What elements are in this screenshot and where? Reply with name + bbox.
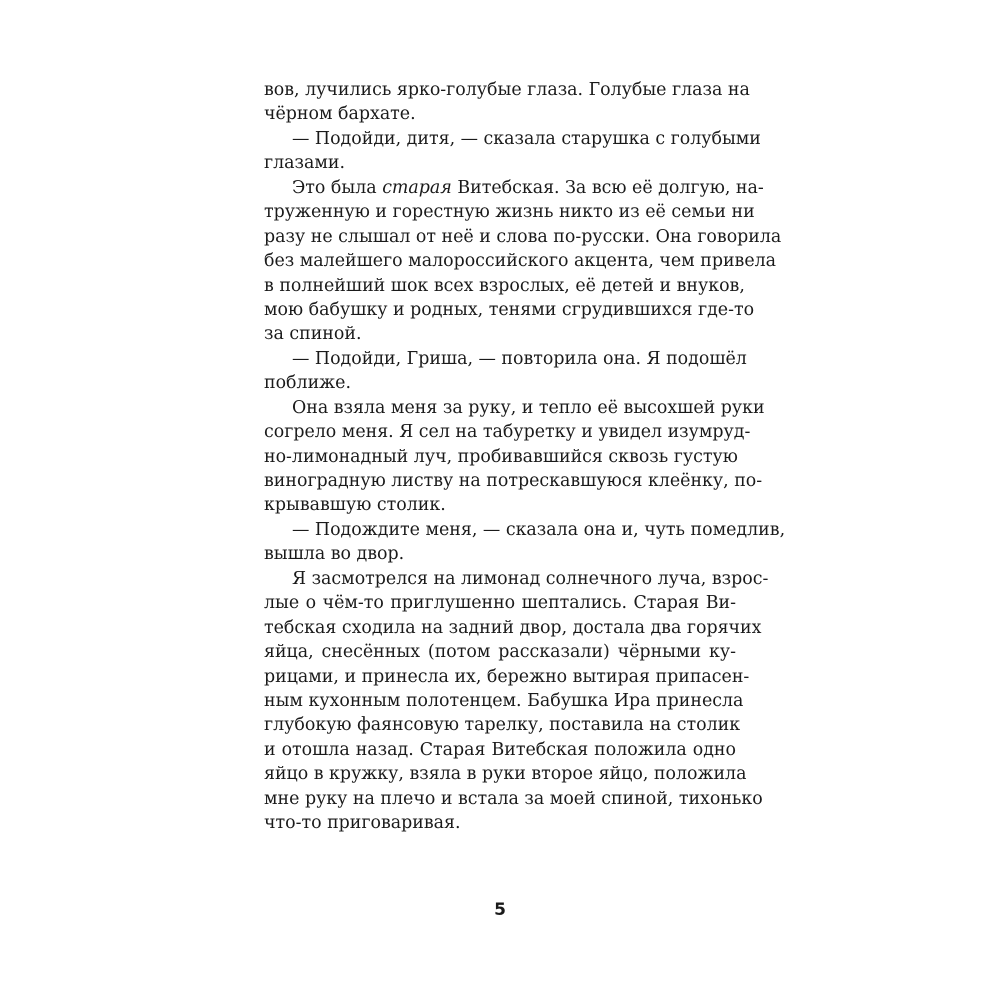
text-line: Я засмотрелся на лимонад солнечного луча, взрос- [292,568,769,589]
text-line: лые о чём-то приглушенно шептались. Старая Ви- [264,593,736,614]
text-line: — Подождите меня, — сказала она и, чуть помедлив, [292,519,786,540]
text-line: вышла во двор. [264,544,405,565]
text-line: в полнейший шок всех взрослых, её детей и внуков, [264,275,745,296]
body-text [264,78,786,836]
text-run: Это была [292,177,383,198]
text-line: рицами, и принесла их, бережно вытирая припасен- [264,666,750,687]
text-line: мою бабушку и родных, тенями сгрудившихся где-то [264,299,755,320]
text-line: труженную и горестную жизнь никто из её семьи ни [264,202,755,223]
text-line: ным кухонным полотенцем. Бабушка Ира принесла [264,690,744,711]
text-line [264,176,764,200]
text-line: что-то приговаривая. [264,813,461,834]
text-line: крывавшую столик. [264,495,446,516]
text-line: без малейшего малороссийского акцента, чем привела [264,251,777,272]
text-line: за спиной. [264,324,362,345]
text-line: яйца, снесённых (потом рассказали) чёрными ку- [264,642,736,663]
page-number: 5 [494,900,506,920]
text-line: чёрном бархате. [264,104,416,125]
text-line: тебская сходила на задний двор, достала два горячих [264,617,762,638]
text-line: согрело меня. Я сел на табуретку и увидел изумруд- [264,422,751,443]
text-line: мне руку на плечо и встала за моей спиной, тихонько [264,788,763,809]
text-line: разу не слышал от неё и слова по-русски. Она говорила [264,226,782,247]
text-line: глазами. [264,153,346,174]
text-line: — Подойди, дитя, — сказала старушка с голубыми [292,128,761,149]
text-line: поближе. [264,373,351,394]
text-line: глубокую фаянсовую тарелку, поставила на столик [264,715,741,736]
text-line: виноградную листву на потрескавшуюся клеёнку, по- [264,471,763,491]
text-line: и отошла назад. Старая Витебская положила одно [264,739,736,760]
text-line: яйцо в кружку, взяла в руки второе яйцо, положила [264,764,747,785]
text-line: вов, лучились ярко-голубые глаза. Голубые глаза на [264,80,750,100]
italic-emphasis: старая [382,177,452,198]
text-line: — Подойди, Гриша, — повторила она. Я подошёл [292,348,747,369]
text-run: Витебская. За всю её долгую, на- [451,177,764,198]
text-line: Она взяла меня за руку, и тепло её высохшей руки [292,397,765,418]
text-line: но-лимонадный луч, пробивавшийся сквозь густую [264,446,738,467]
